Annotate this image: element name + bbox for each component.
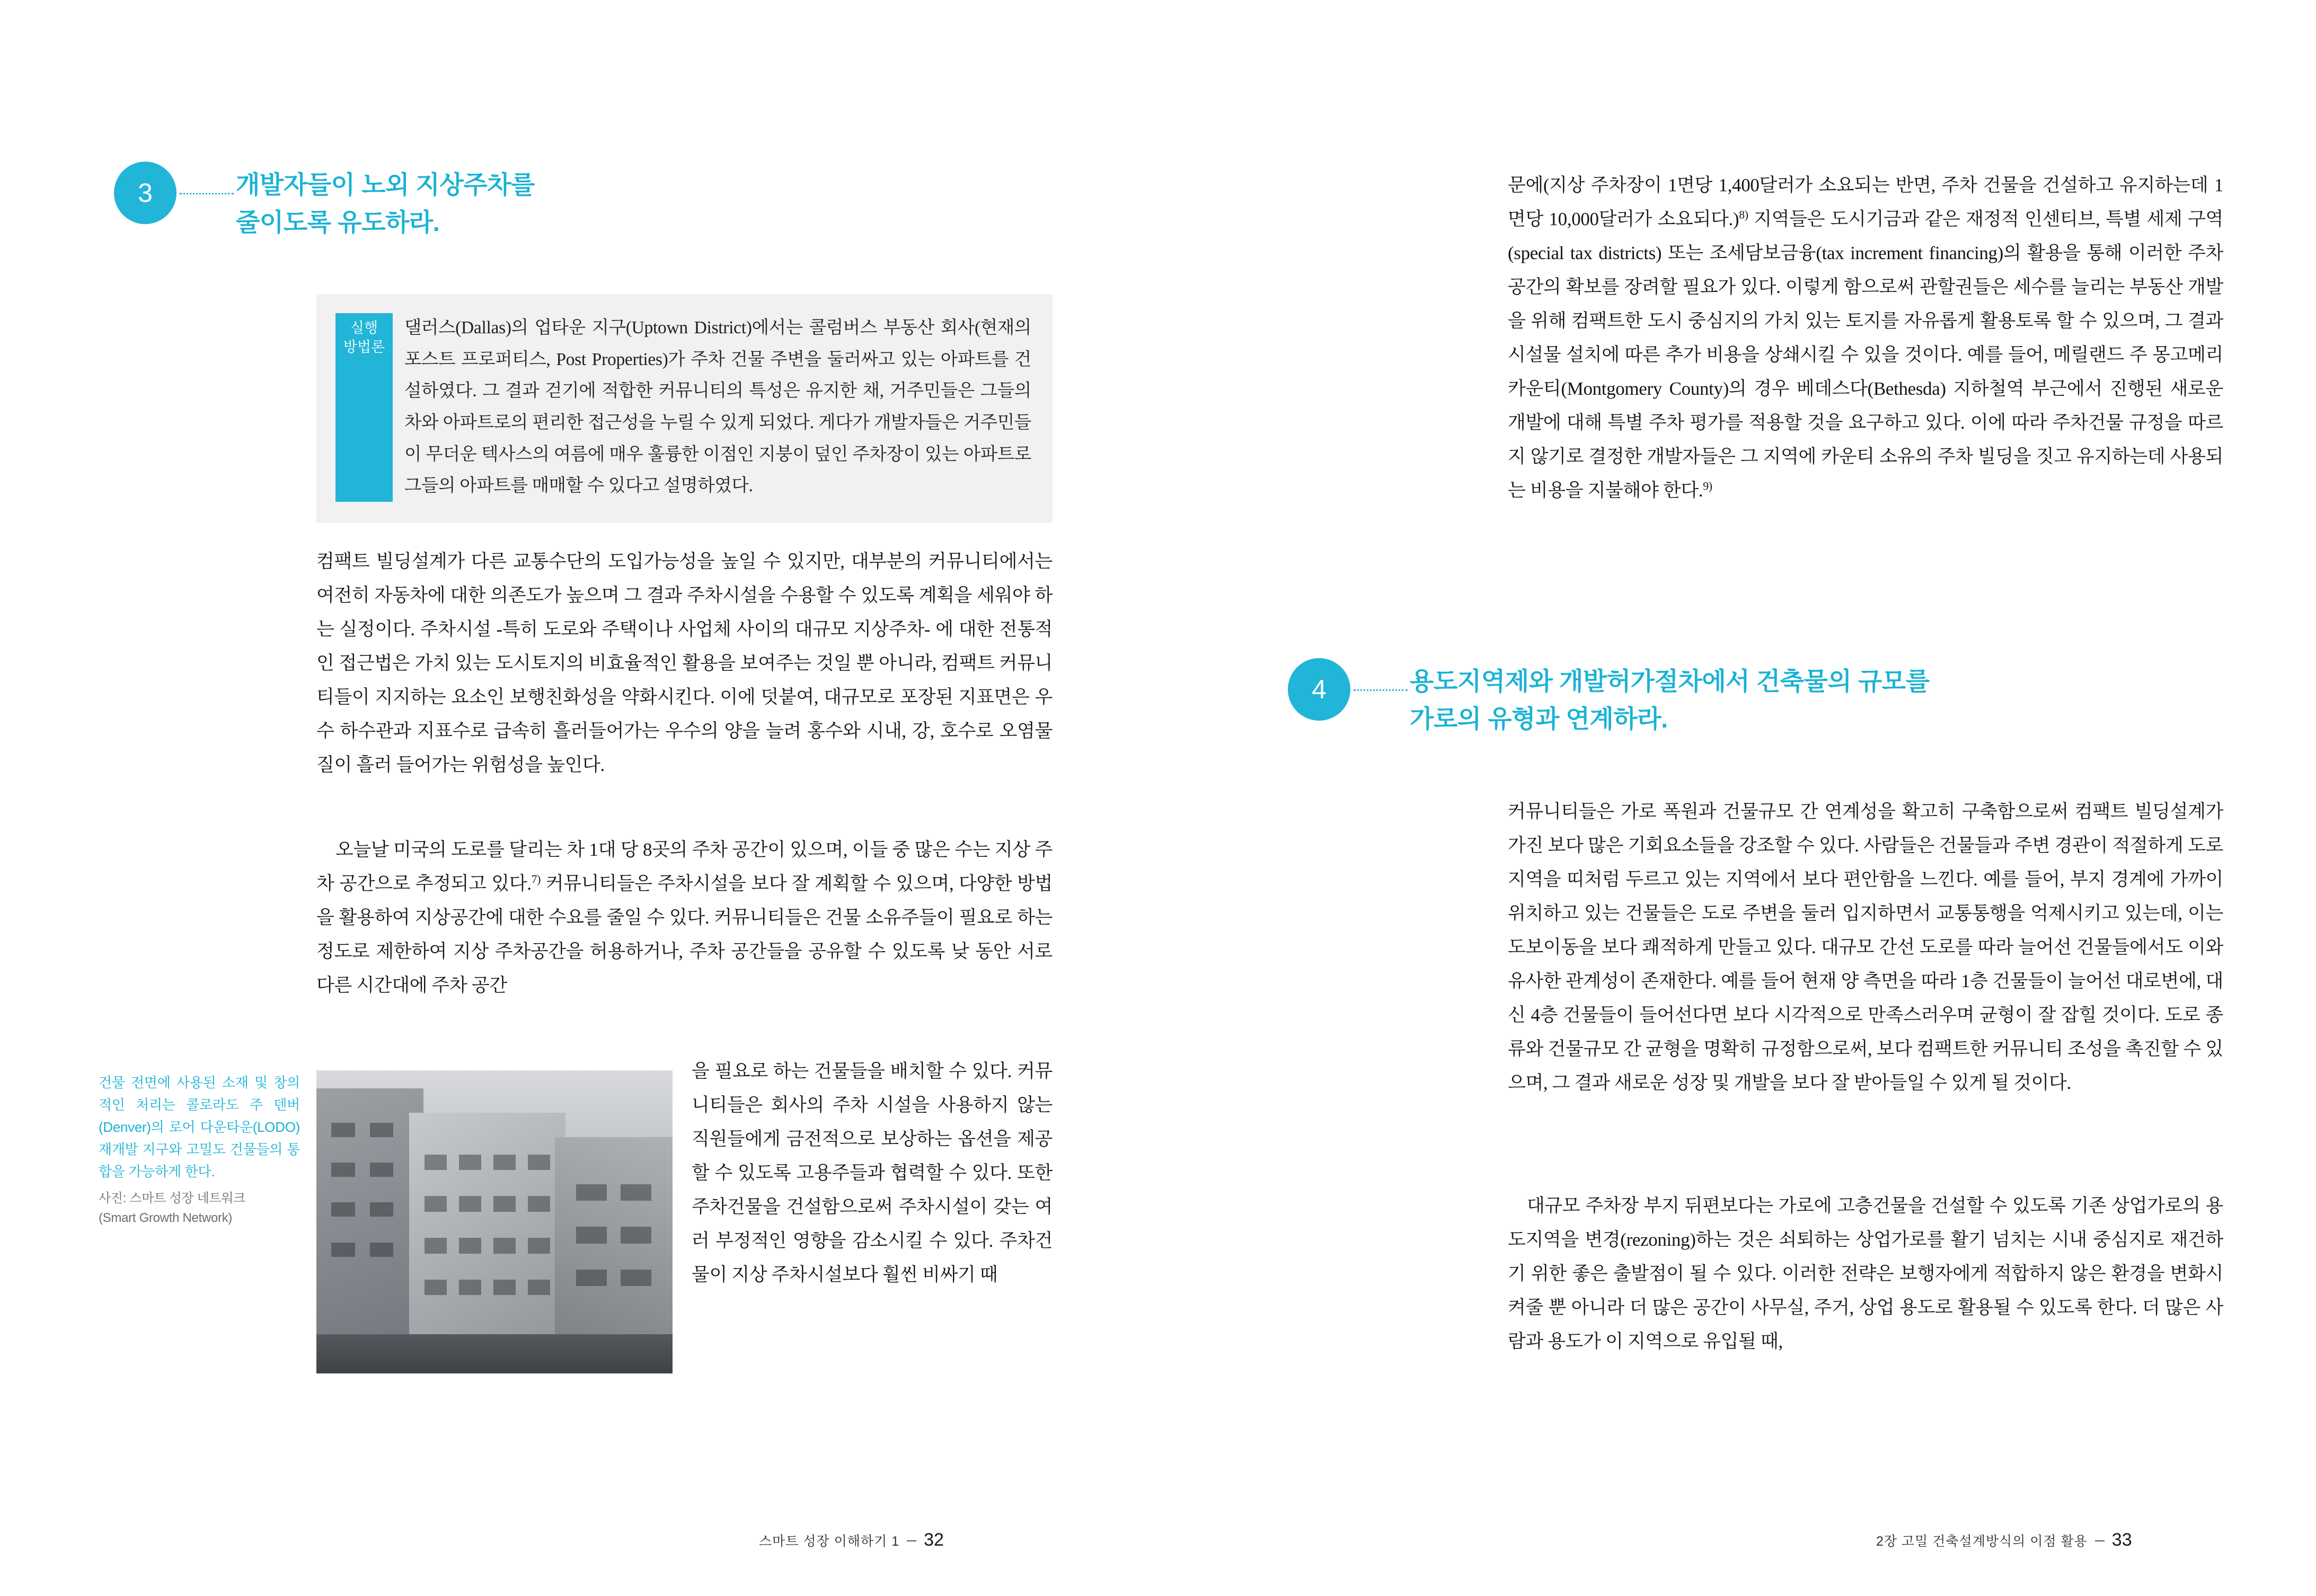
footer-rule (2095, 1540, 2105, 1541)
section-heading-4 (1288, 658, 1930, 738)
footer-rule (907, 1540, 916, 1541)
section-number-badge: 3 (114, 162, 176, 224)
left-body-paragraph-2-top (316, 833, 1053, 1003)
paragraph (1508, 169, 2223, 508)
section-title-line-2: 줄이도록 유도하라. (236, 208, 440, 237)
photo-building-left (316, 1088, 423, 1373)
photo-caption-credit (99, 1189, 311, 1228)
footnote-marker-9: 9) (1703, 480, 1712, 493)
page-number: 32 (924, 1530, 944, 1550)
page-number: 33 (2111, 1530, 2132, 1550)
paragraph: 컴팩트 빌딩설계가 다른 교통수단의 도입가능성을 높일 수 있지만, 대부분의 커뮤니티에서는 여전히 자동차에 대한 의존도가 높으며 그 결과 주차시설을 수용할 수 있도록 계획을 세워야 하는 실정이다. 주차시설 -특히 도로와 주택이나 사업체 사이의 대규모 지상주차- 에 대한 전통적인 접근법은 가치 있는 도시토지의 비효율적인 활용을 보여주는 것일 뿐 아니라, 컴팩트 커뮤니티들이 지지하는 요소인 보행친화성을 약화시킨다. 이에 덧붙여, 대규모로 포장된 지표면은 우수 하수관과 지표수로 급속히 흘러들어가는 우수의 양을 늘려 홍수와 시내, 강, 호수로 오염물질이 흘러 들어가는 위험성을 높인다. (316, 551, 1053, 776)
photo-street (316, 1334, 673, 1373)
practice-callout-box (316, 294, 1053, 523)
callout-tag-line-1: 실행 (350, 320, 378, 336)
left-body-paragraph-2-wrap (692, 1036, 1053, 1310)
photo-denver-lodo (316, 1070, 673, 1373)
section-number-badge: 4 (1288, 658, 1350, 721)
paragraph: 대규모 주차장 부지 뒤편보다는 가로에 고층건물을 건설할 수 있도록 기존 상업가로의 용도지역을 변경(rezoning)하는 것은 쇠퇴하는 상업가로를 활기 넘치는 시내 중심지로 재건하기 위한 좋은 출발점이 될 수 있다. 이러한 전략은 보행자에게 적합하지 않은 환경을 변화시켜줄 뿐 아니라 더 많은 공간이 사무실, 주거, 상업 용도로 활용될 수 있도록 한다. 더 많은 사람과 용도가 이 지역으로 유입될 때, (1508, 1195, 2223, 1352)
right-page (1158, 0, 2316, 1596)
right-body-paragraph-1 (1508, 795, 2223, 1100)
paragraph-text-rest: 커뮤니티들은 주차시설을 보다 잘 계획할 수 있으며, 다양한 방법을 활용하여 지상공간에 대한 수요를 줄일 수 있다. 커뮤니티들은 건물 소유주들이 필요로 하는 정도로 제한하여 지상 주차공간을 허용하거나, 주차 공간들을 공유할 수 있도록 낮 동안 서로 다른 시간대에 주차 공간 (316, 873, 1053, 996)
callout-tag (335, 313, 393, 502)
dotted-connector (176, 162, 236, 224)
paragraph-text: 오늘날 미국의 도로를 달리는 차 1대 당 8곳의 주차 공간이 있으며, 이들 중 많은 수는 지상 주차 공간으로 추정되고 있다. (316, 839, 1053, 894)
footer-right (1876, 1530, 2132, 1550)
footnote-marker-8: 8) (1739, 208, 1748, 221)
section-title (1410, 658, 1930, 738)
callout-tag-line-2: 방법론 (343, 339, 385, 356)
paragraph-text-b: 지역들은 도시기금과 같은 재정적 인센티브, 특별 세제 구역(special tax districts) 또는 조세담보금융(tax increment financing)의 활용을 통해 이러한 주차공간의 확보를 장려할 필요가 있다. 이렇게 함으로써 관할권들은 세수를 늘리는 부동산 개발을 위해 컴팩트한 도시 중심지의 가치 있는 토지를 자유롭게 활용토록 할 수 있으며, 그 결과 시설물 설치에 따른 추가 비용을 상쇄시킬 수 있을 것이다. 예를 들어, 메릴랜드 주 몽고메리 카운티(Montgomery County)의 경우 베데스다(Bethesda) 지하철역 부근에서 진행된 새로운 개발에 대해 특별 주차 평가를 적용할 것을 요구하고 있다. 이에 따라 주차건물 규정을 따르지 않기로 결정한 개발자들은 그 지역에 카운티 소유의 주차 빌딩을 짓고 유지하는데 사용되는 비용을 지불해야 한다. (1508, 209, 2223, 501)
left-body-paragraph-1 (316, 545, 1053, 782)
callout-body-text: 댈러스(Dallas)의 업타운 지구(Uptown District)에서는 콜럼버스 부동산 회사(현재의 포스트 프로퍼티스, Post Properties)가 주차 건물 주변을 둘러싸고 있는 아파트를 건설하였다. 그 결과 걷기에 적합한 커뮤니티의 특성은 유지한 채, 거주민들은 그들의 차와 아파트로의 편리한 접근성을 누릴 수 있게 되었다. 게다가 개발자들은 거주민들이 무더운 텍사스의 여름에 매우 훌륭한 이점인 지붕이 덮인 주차장이 있는 아파트로 그들의 아파트를 매매할 수 있다고 설명하였다. (404, 318, 1031, 496)
footnote-marker: 7) (531, 873, 541, 886)
section-title (236, 162, 535, 242)
paragraph: 을 필요로 하는 건물들을 배치할 수 있다. 커뮤니티들은 회사의 주차 시설을 사용하지 않는 직원들에게 금전적으로 보상하는 옵션을 제공할 수 있도록 고용주들과 협력할 수 있다. 또한 주차건물을 건설함으로써 주차시설이 갖는 여러 부정적인 영향을 감소시킬 수 있다. 주차건물이 지상 주차시설보다 훨씬 비싸기 때 (692, 1061, 1053, 1285)
paragraph: 커뮤니티들은 가로 폭원과 건물규모 간 연계성을 확고히 구축함으로써 컴팩트 빌딩설계가 가진 보다 많은 기회요소들을 강조할 수 있다. 사람들은 건물들과 주변 경관이 적절하게 도로 지역을 띠처럼 두르고 있는 지역에서 보다 편안함을 느낀다. 예를 들어, 부지 경계에 가까이 위치하고 있는 건물들은 도로 주변을 둘러 입지하면서 교통통행을 억제시키고 있는데, 이는 도보이동을 보다 쾌적하게 만들고 있다. 대규모 간선 도로를 따라 늘어선 건물들에서도 이와 유사한 관계성이 존재한다. 예를 들어 현재 양 측면을 따라 1층 건물들이 늘어선 대로변에, 대신 4층 건물들이 들어선다면 보다 시각적으로 만족스러우며 균형이 잘 잡힐 것이다. 도로 종류와 건물규모 간 균형을 명확히 규정함으로써, 보다 컴팩트한 커뮤니티 조성을 촉진할 수 있으며, 그 결과 새로운 성장 및 개발을 보다 잘 받아들일 수 있게 될 것이다. (1508, 801, 2223, 1094)
dotted-connector (1350, 658, 1410, 721)
credit-line-2: (Smart Growth Network) (99, 1211, 233, 1226)
right-body-paragraph-2 (1508, 1189, 2223, 1359)
paragraph-text-a: 문에(지상 주차장이 1면당 1,400달러가 소요되는 반면, 주차 건물을 건설하고 유지하는데 1면당 10,000달러가 소요되다.) (1508, 175, 2223, 230)
section-title-line-1: 용도지역제와 개발허가절차에서 건축물의 규모를 (1410, 667, 1930, 695)
section-title-line-2: 가로의 유형과 연계하라. (1410, 705, 1668, 733)
footer-label: 2장 고밀 건축설계방식의 이점 활용 (1876, 1534, 2088, 1549)
footer-left (759, 1530, 944, 1550)
paragraph (316, 833, 1053, 1003)
section-heading-3 (114, 162, 535, 242)
section-title-line-1: 개발자들이 노외 지상주차를 (236, 171, 535, 199)
footer-label: 스마트 성장 이해하기 1 (759, 1534, 900, 1549)
credit-line-1: 사진: 스마트 성장 네트워크 (99, 1191, 246, 1205)
photo-caption-highlight: 건물 전면에 사용된 소재 및 창의적인 처리는 콜로라도 주 덴버(Denver)의 로어 다운타운(LODO) 재개발 지구와 고밀도 건물들의 통합을 가능하게 한다. (99, 1075, 300, 1180)
right-body-paragraph-top (1508, 169, 2223, 508)
